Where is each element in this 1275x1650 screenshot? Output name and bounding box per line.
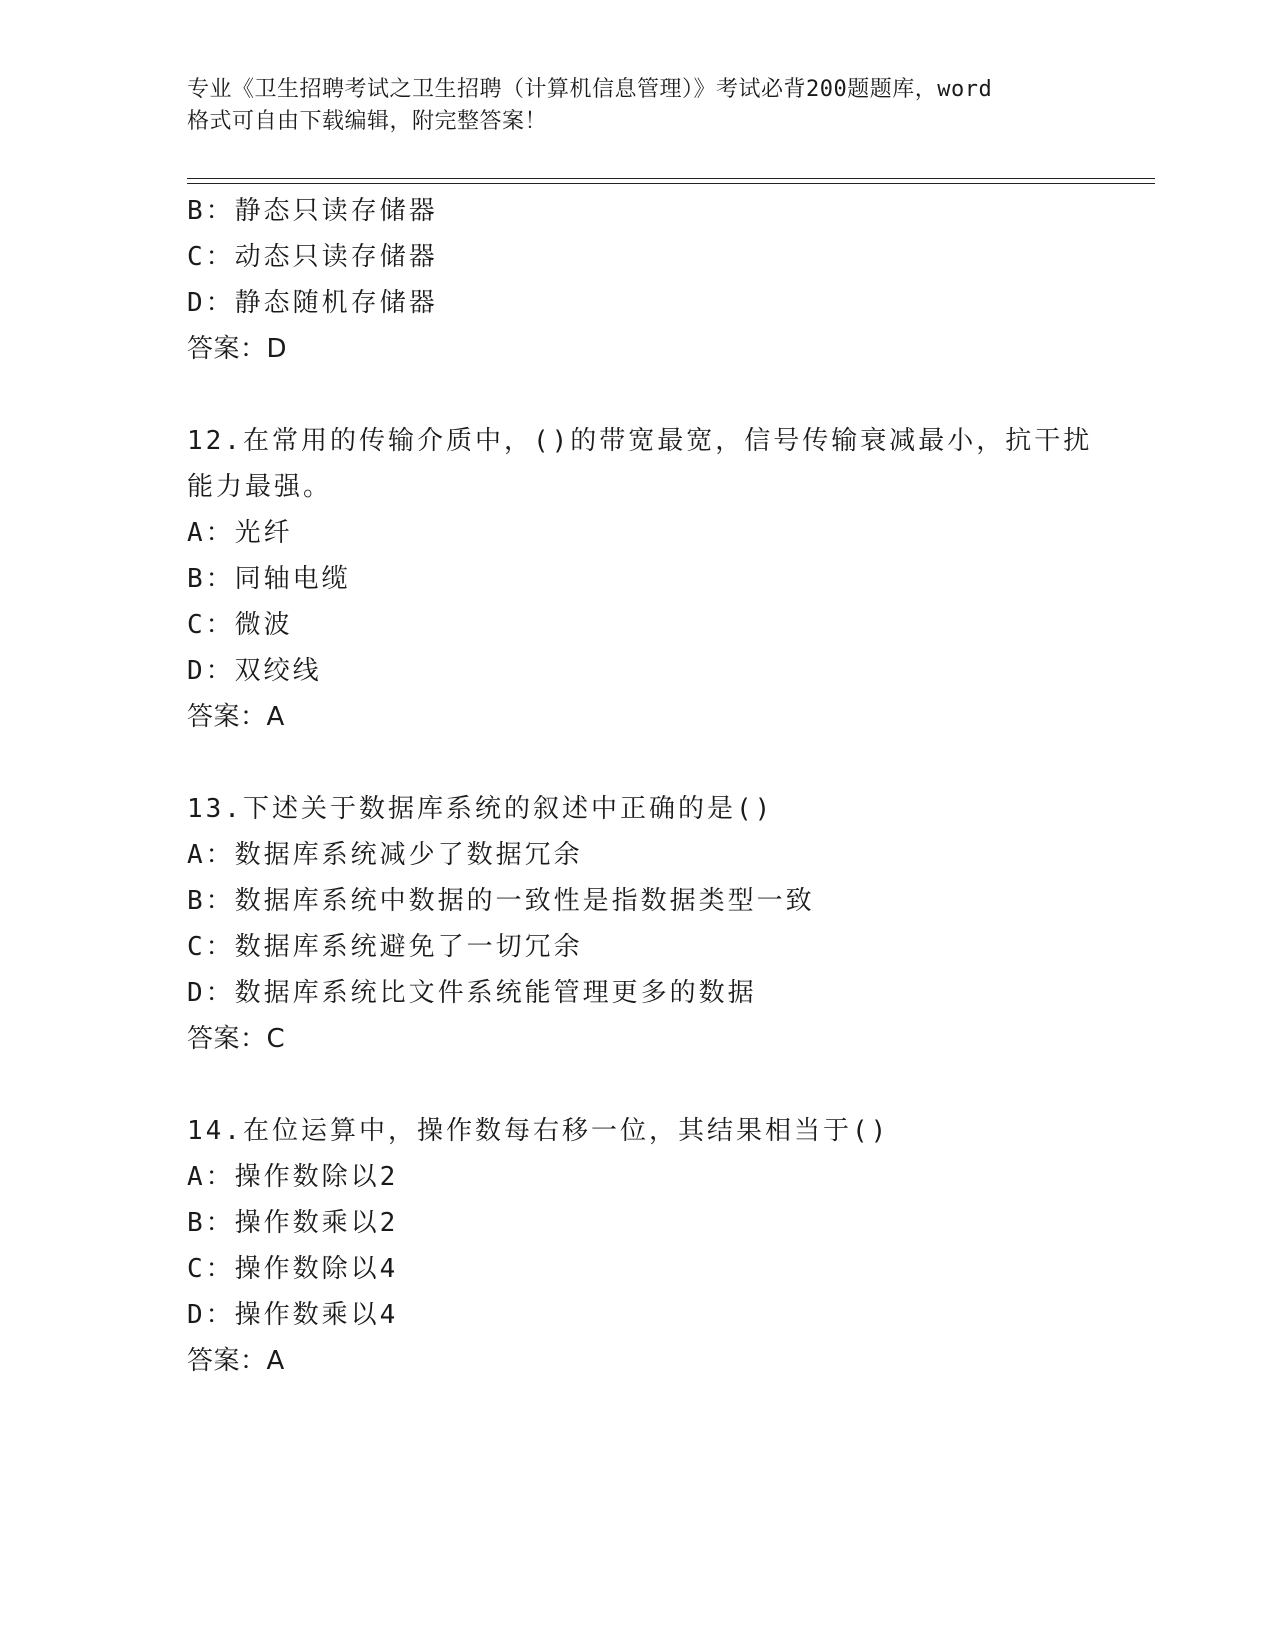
option-text: 数据库系统比文件系统能管理更多的数据 bbox=[234, 978, 757, 1008]
document-header bbox=[187, 74, 1087, 138]
question-number: 13. bbox=[187, 794, 243, 824]
option-text: 数据库系统中数据的一致性是指数据类型一致 bbox=[234, 886, 815, 916]
option-c: C：微波 bbox=[187, 610, 293, 640]
option-text: 同轴电缆 bbox=[234, 564, 351, 594]
option-letter: D bbox=[187, 978, 206, 1008]
answer-value: A bbox=[266, 702, 285, 732]
option-text: 数据库系统避免了一切冗余 bbox=[234, 932, 583, 962]
option-b: B：静态只读存储器 bbox=[187, 196, 438, 226]
question-11-options bbox=[187, 188, 1155, 372]
option-d: D：双绞线 bbox=[187, 656, 322, 686]
answer-value: C bbox=[266, 1024, 286, 1054]
option-b: B：同轴电缆 bbox=[187, 564, 351, 594]
answer-line bbox=[187, 694, 1155, 740]
option-text: 操作数乘以4 bbox=[234, 1300, 399, 1330]
option-letter: C bbox=[187, 610, 206, 640]
option-d: D：操作数乘以4 bbox=[187, 1300, 399, 1330]
question-number: 12. bbox=[187, 426, 243, 456]
header-line-2: 格式可自由下载编辑，附完整答案！ bbox=[187, 109, 548, 134]
option-text: 光纤 bbox=[234, 518, 293, 548]
option-text: 双绞线 bbox=[234, 656, 322, 686]
option-letter: C bbox=[187, 932, 206, 962]
option-letter: A bbox=[187, 1162, 206, 1192]
option-letter: D bbox=[187, 656, 206, 686]
option-text: 操作数乘以2 bbox=[234, 1208, 399, 1238]
header-divider-bottom bbox=[187, 183, 1155, 184]
option-text: 操作数除以2 bbox=[234, 1162, 399, 1192]
question-text: 12.在常用的传输介质中，()的带宽最宽，信号传输衰减最小，抗干扰 bbox=[187, 426, 1093, 456]
option-text: 数据库系统减少了数据冗余 bbox=[234, 840, 583, 870]
question-13 bbox=[187, 786, 1155, 1062]
option-letter: B bbox=[187, 886, 206, 916]
option-letter: B bbox=[187, 564, 206, 594]
option-a: A：数据库系统减少了数据冗余 bbox=[187, 840, 583, 870]
answer-label: 答案： bbox=[187, 702, 267, 732]
answer-line bbox=[187, 1016, 1155, 1062]
option-letter: D bbox=[187, 288, 206, 318]
option-c: C：数据库系统避免了一切冗余 bbox=[187, 932, 583, 962]
spacer bbox=[187, 372, 1155, 418]
option-text: 动态只读存储器 bbox=[234, 242, 438, 272]
question-list bbox=[187, 188, 1155, 1384]
option-letter: A bbox=[187, 518, 206, 548]
answer-line bbox=[187, 1338, 1155, 1384]
option-letter: B bbox=[187, 196, 206, 226]
option-letter: D bbox=[187, 1300, 206, 1330]
answer-label: 答案： bbox=[187, 1024, 267, 1054]
option-text: 静态随机存储器 bbox=[234, 288, 438, 318]
option-b: B：操作数乘以2 bbox=[187, 1208, 399, 1238]
answer-label: 答案： bbox=[187, 334, 267, 364]
answer-value: A bbox=[266, 1346, 285, 1376]
question-14 bbox=[187, 1108, 1155, 1384]
option-d: D：数据库系统比文件系统能管理更多的数据 bbox=[187, 978, 757, 1008]
option-letter: A bbox=[187, 840, 206, 870]
option-c: C：动态只读存储器 bbox=[187, 242, 438, 272]
spacer bbox=[187, 1062, 1155, 1108]
question-12 bbox=[187, 418, 1155, 740]
header-line-1: 专业《卫生招聘考试之卫生招聘（计算机信息管理）》考试必背200题题库，word bbox=[187, 77, 993, 102]
option-letter: C bbox=[187, 1254, 206, 1284]
option-text: 静态只读存储器 bbox=[234, 196, 438, 226]
spacer bbox=[187, 740, 1155, 786]
option-text: 微波 bbox=[234, 610, 293, 640]
question-number: 14. bbox=[187, 1116, 243, 1146]
question-text-continued: 能力最强。 bbox=[187, 472, 333, 502]
option-b: B：数据库系统中数据的一致性是指数据类型一致 bbox=[187, 886, 815, 916]
option-a: A：操作数除以2 bbox=[187, 1162, 399, 1192]
answer-line bbox=[187, 326, 1155, 372]
header-divider-top bbox=[187, 178, 1155, 179]
option-c: C：操作数除以4 bbox=[187, 1254, 399, 1284]
option-text: 操作数除以4 bbox=[234, 1254, 399, 1284]
option-letter: B bbox=[187, 1208, 206, 1238]
option-d: D：静态随机存储器 bbox=[187, 288, 438, 318]
question-text: 13.下述关于数据库系统的叙述中正确的是() bbox=[187, 794, 774, 824]
answer-label: 答案： bbox=[187, 1346, 267, 1376]
option-a: A：光纤 bbox=[187, 518, 293, 548]
answer-value: D bbox=[266, 334, 288, 364]
option-letter: C bbox=[187, 242, 206, 272]
question-text: 14.在位运算中，操作数每右移一位，其结果相当于() bbox=[187, 1116, 890, 1146]
